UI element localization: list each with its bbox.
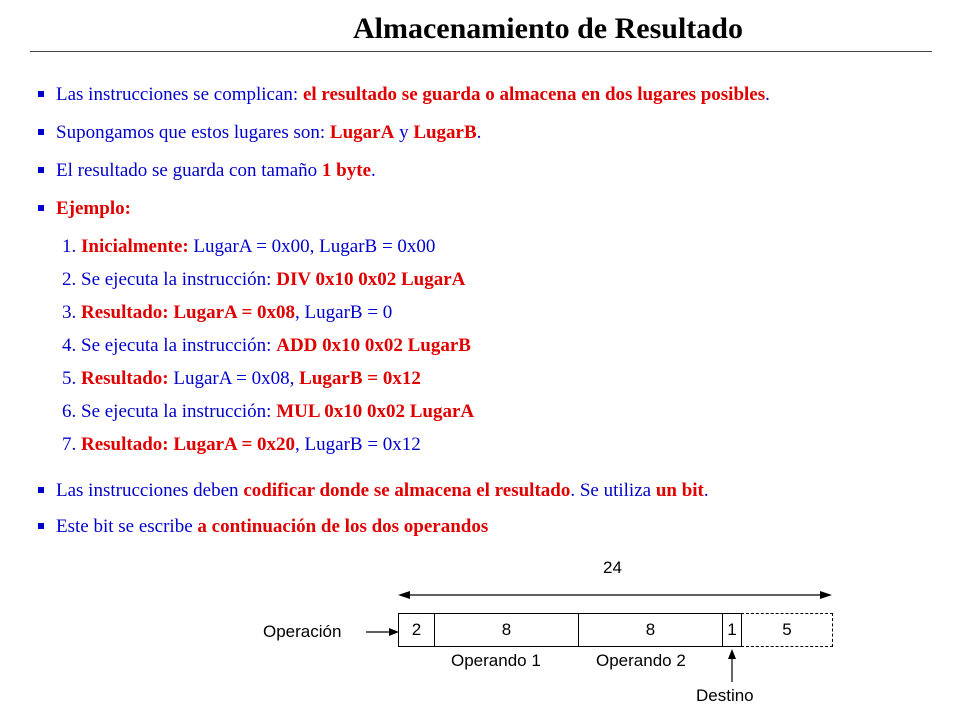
field-unused: 5 [741, 613, 833, 647]
field-operand1: 8 [434, 613, 579, 647]
bullet-square-icon [38, 91, 44, 97]
operand2-label: Operando 2 [596, 651, 686, 670]
page-title: Almacenamiento de Resultado [353, 12, 743, 45]
bullet-item: Las instrucciones se complican: el resultado se guarda o almacena en dos lugares posibles. [38, 84, 770, 106]
numbered-step: 4. Se ejecuta la instrucción: ADD 0x10 0x02 LugarB [62, 335, 471, 356]
numbered-step: 6. Se ejecuta la instrucción: MUL 0x10 0x02 LugarA [62, 401, 475, 422]
field-operand2: 8 [578, 613, 723, 647]
title-divider [30, 51, 932, 52]
bullet-square-icon [38, 487, 44, 493]
arrow-up-icon [728, 649, 736, 659]
bullet-square-icon [38, 205, 44, 211]
destination-label: Destino [696, 686, 754, 705]
numbered-step: 2. Se ejecuta la instrucción: DIV 0x10 0x02 LugarA [62, 269, 466, 290]
bullet-item: El resultado se guarda con tamaño 1 byte. [38, 160, 376, 182]
field-destination: 1 [722, 613, 742, 647]
numbered-step: 1. Inicialmente: LugarA = 0x00, LugarB = 0x00 [62, 236, 436, 257]
bullet-item: Las instrucciones deben codificar donde se almacena el resultado. Se utiliza un bit. [38, 480, 709, 502]
bullet-item: Ejemplo: [38, 198, 131, 220]
numbered-step: 5. Resultado: LugarA = 0x08, LugarB = 0x12 [62, 368, 421, 389]
total-bits-label: 24 [603, 558, 622, 577]
bullet-square-icon [38, 167, 44, 173]
arrow-left-icon [398, 591, 410, 599]
numbered-step: 7. Resultado: LugarA = 0x20, LugarB = 0x12 [62, 434, 421, 455]
arrow-right-icon [820, 591, 832, 599]
operation-label: Operación [263, 622, 342, 641]
numbered-step: 3. Resultado: LugarA = 0x08, LugarB = 0 [62, 302, 393, 323]
bullet-item: Este bit se escribe a continuación de los dos operandos [38, 516, 488, 538]
field-opcode: 2 [398, 613, 435, 647]
bullet-square-icon [38, 129, 44, 135]
bullet-square-icon [38, 523, 44, 529]
bullet-item: Supongamos que estos lugares son: LugarA y LugarB. [38, 122, 481, 144]
operand1-label: Operando 1 [451, 651, 541, 670]
instruction-format-diagram [0, 550, 960, 720]
